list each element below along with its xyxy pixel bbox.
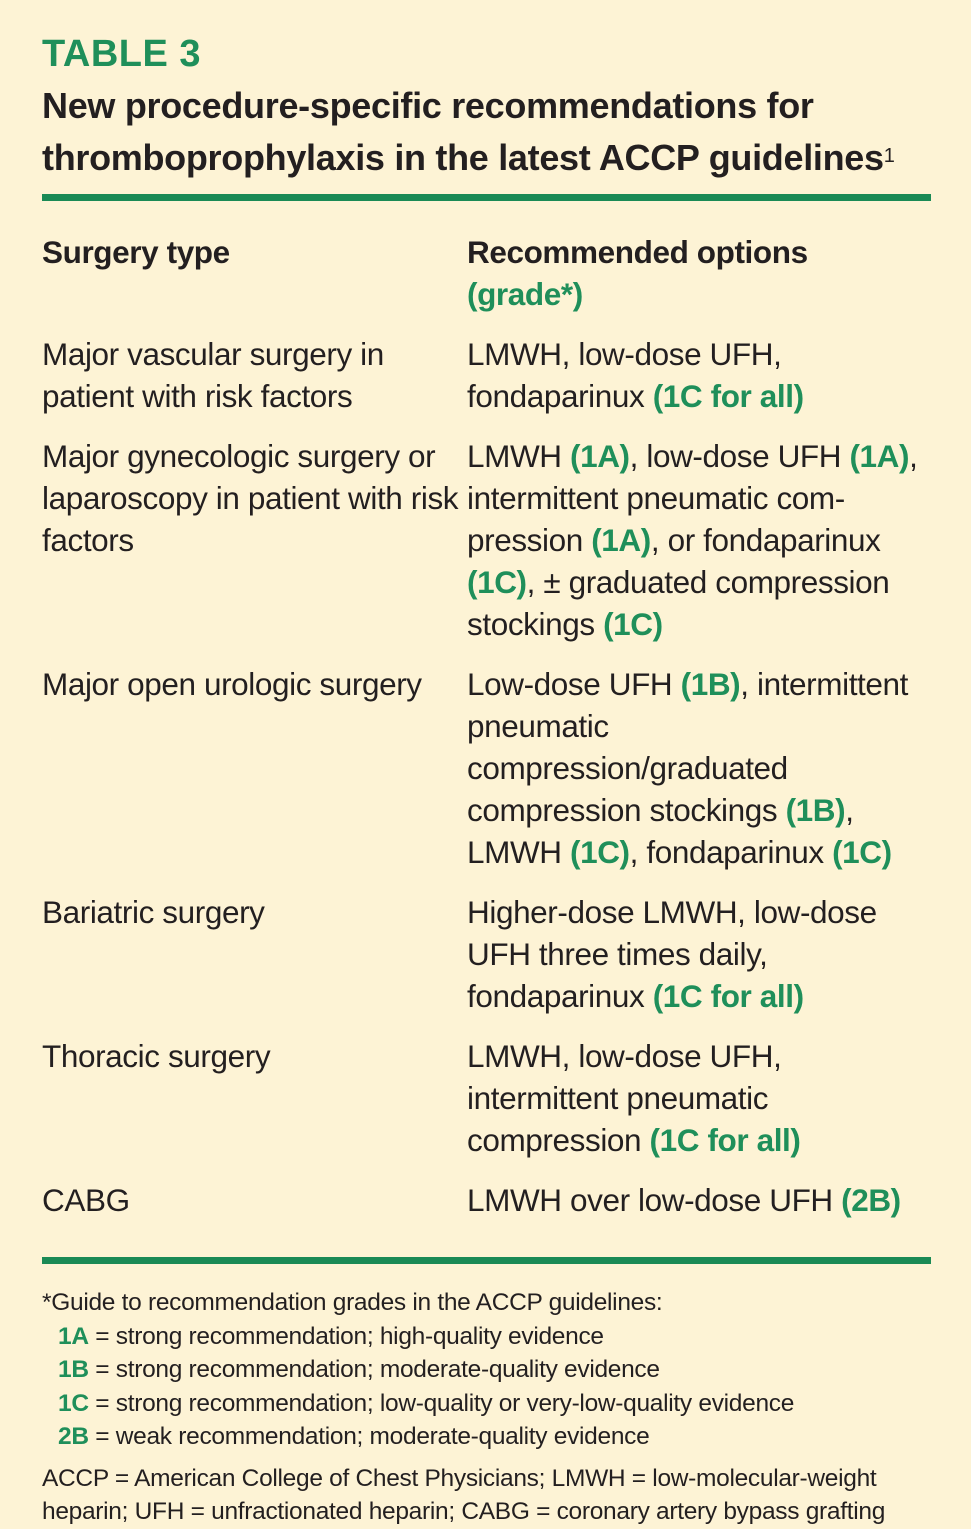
surgery-type-cell: Major vascular surgery in patient with risk factors: [42, 336, 384, 414]
surgery-type-cell: CABG: [42, 1182, 130, 1218]
table-row: [42, 1035, 931, 1179]
grade-label: (1C for all): [649, 1122, 801, 1158]
title-reference: 1: [883, 145, 895, 167]
grade-code: 1A: [58, 1322, 89, 1350]
grade-label: (1A): [570, 438, 630, 474]
table-body: [42, 333, 931, 1239]
grade-label: (2B): [841, 1182, 901, 1218]
title-line-1: New procedure-specific recommendations for: [42, 85, 814, 126]
option-text: , intermittent pneumatic com-pression: [467, 438, 918, 558]
grade-description: = strong recommendation; moderate-quality evidence: [88, 1356, 660, 1383]
option-text: , or fondaparinux: [650, 522, 881, 558]
grade-label: (1C for all): [652, 378, 804, 414]
grade-definition: [42, 1420, 931, 1454]
surgery-type-header: Surgery type: [42, 234, 230, 270]
option-text: Low-dose UFH: [467, 666, 681, 702]
grade-guide-heading: *Guide to recommendation grades in the ACCP guidelines:: [42, 1289, 663, 1316]
option-text: , fondaparinux: [629, 834, 833, 870]
grade-description: = strong recommendation; low-quality or very-low-quality evidence: [88, 1389, 795, 1417]
grade-description: = weak recommendation; moderate-quality evidence: [88, 1423, 650, 1450]
option-text: , low-dose UFH: [629, 438, 850, 474]
recommended-options-cell: [467, 1179, 931, 1239]
recommended-options-cell: [467, 333, 931, 435]
title-line-2: [42, 132, 931, 184]
option-text: LMWH: [467, 438, 570, 474]
grade-label: (1C): [467, 564, 527, 600]
bottom-rule: [42, 1257, 931, 1264]
surgery-type-cell: Major gynecologic surgery or laparoscopy in patient with risk factors: [42, 438, 459, 558]
table-title: [42, 80, 931, 184]
surgery-type-cell: Thoracic surgery: [42, 1038, 271, 1074]
option-text: LMWH, low-dose UFH, intermittent pneumatic compression: [467, 1038, 782, 1158]
title-line-2-text: thromboprophylaxis in the latest ACCP guidelines: [42, 137, 884, 178]
abbreviations: [42, 1462, 931, 1529]
table-row: [42, 891, 931, 1035]
abbreviations-line-2: heparin; UFH = unfractionated heparin; CABG = coronary artery bypass grafting: [42, 1498, 886, 1525]
recommended-options-cell: [467, 891, 931, 1035]
table-row: [42, 663, 931, 891]
abbreviations-line-1: ACCP = American College of Chest Physicians; LMWH = low-molecular-weight: [42, 1464, 877, 1492]
table-row: [42, 333, 931, 435]
header-row: [42, 231, 931, 333]
footnotes: [42, 1286, 931, 1529]
option-text: Higher-dose LMWH, low-dose UFH three times daily, fondaparinux: [467, 894, 877, 1014]
grade-code: 1B: [58, 1356, 89, 1383]
surgery-type-cell: Bariatric surgery: [42, 894, 265, 930]
option-text: LMWH, low-dose UFH, fondaparinux: [467, 336, 782, 414]
grade-definition: [42, 1387, 931, 1421]
grade-label: (1C): [570, 834, 630, 870]
table-row: [42, 1179, 931, 1239]
top-rule: [42, 194, 931, 201]
grade-description: = strong recommendation; high-quality evidence: [88, 1322, 604, 1350]
recommended-options-cell: [467, 1035, 931, 1179]
grade-label: (1C): [832, 834, 892, 870]
table-row: [42, 435, 931, 663]
grade-label: (1C): [603, 606, 663, 642]
table-label: TABLE 3: [42, 33, 202, 75]
recommended-options-header: [467, 231, 931, 333]
grade-code: 2B: [58, 1423, 89, 1450]
surgery-type-cell: Major open urologic surgery: [42, 666, 422, 702]
grade-label: (1B): [785, 792, 846, 828]
recommended-options-cell: [467, 663, 931, 891]
grade-code: 1C: [58, 1389, 89, 1417]
option-text: , LMWH: [467, 792, 854, 870]
grade-definition: [42, 1353, 931, 1387]
option-text: LMWH over low-dose UFH: [467, 1182, 842, 1218]
grade-note: (grade*): [467, 276, 583, 312]
grade-definitions: [42, 1320, 931, 1454]
recommendations-table: [42, 231, 931, 1239]
grade-label: (1B): [680, 666, 741, 702]
recommended-options-cell: [467, 435, 931, 663]
grade-label: (1A): [591, 522, 651, 558]
options-header-label: Recommended options: [467, 234, 808, 270]
grade-label: (1A): [849, 438, 910, 474]
grade-label: (1C for all): [652, 978, 804, 1014]
option-text: , intermittent pneumatic compression/graduated compression stockings: [467, 666, 908, 828]
option-text: , ± graduated compression stockings: [467, 564, 890, 642]
grade-definition: [42, 1320, 931, 1354]
